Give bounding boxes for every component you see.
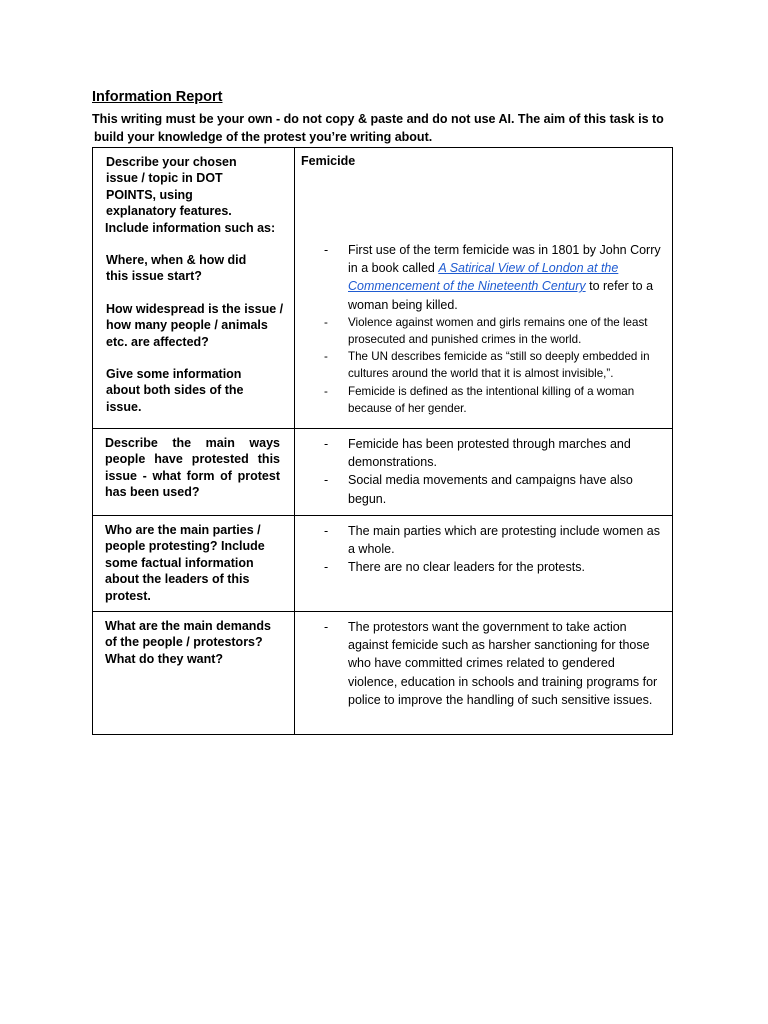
answer-list [301, 241, 662, 417]
prompt-where: Where, when & how did this issue start? [106, 253, 247, 284]
table-row [93, 516, 673, 612]
answer-list [301, 618, 662, 709]
answer-list [301, 435, 662, 508]
list-item [301, 241, 662, 314]
prompt-include: Include information such as: [105, 220, 276, 235]
list-item: - Femicide is defined as the intentional killing of a woman because of her gender. [301, 383, 662, 417]
answer-list [301, 522, 662, 577]
report-table [92, 147, 673, 735]
prompt-cell [93, 612, 295, 735]
prompt-cell [93, 148, 295, 429]
prompt-demands: What are the main demands of the people / protestors? What do they want? [105, 619, 272, 666]
list-item: - The protestors want the government to take action against femicide such as harsher sanctioning for those who have committed crimes related to gendered violence, education in schools and training programs for police to improve the handling of such sensitive issues. [301, 618, 662, 709]
table-row [93, 429, 673, 516]
prompt-protest-ways: Describe the main ways people have protested this issue - what form of protest has been used? [105, 436, 280, 500]
prompt-parties: Who are the main parties / people protesting? Include some factual information about the leaders of this protest. [105, 523, 265, 603]
topic-heading: Femicide [301, 154, 356, 168]
prompt-cell [93, 516, 295, 612]
bullet-text: to refer to a woman being killed. [348, 279, 654, 312]
list-item: - The UN describes femicide as “still so deeply embedded in cultures around the world that it is almost invisible,”. [301, 348, 662, 382]
answer-cell [295, 148, 673, 429]
list-item: - Violence against women and girls remains one of the least prosecuted and punished crimes in the world. [301, 314, 662, 348]
prompt-widespread: How widespread is the issue / how many people / animals etc. are affected? [106, 301, 284, 349]
instructions [92, 110, 692, 146]
prompt-cell [93, 429, 295, 516]
instructions-line-2: build your knowledge of the protest you’re writing about. [94, 130, 433, 144]
answer-cell [295, 516, 673, 612]
list-item: - The main parties which are protesting include women as a whole. [301, 522, 662, 558]
instructions-line-1: This writing must be your own - do not copy & paste and do not use AI. The aim of this task is to [92, 112, 664, 126]
table-row [93, 148, 673, 429]
page-title: Information Report [92, 89, 223, 105]
answer-cell [295, 612, 673, 735]
list-item: - Femicide has been protested through marches and demonstrations. [301, 435, 662, 471]
prompt-describe: Describe your chosen issue / topic in DOT POINTS, using explanatory features. [106, 155, 237, 219]
answer-cell [295, 429, 673, 516]
book-title-link[interactable]: A Satirical View of London at the Commencement of the Nineteenth Century [348, 261, 619, 294]
list-item: - There are no clear leaders for the protests. [301, 558, 662, 576]
table-row [93, 612, 673, 735]
bullet-text: First use of the term femicide was in 1801 by John Corry in a book called [348, 243, 661, 276]
list-item: - Social media movements and campaigns have also begun. [301, 471, 662, 507]
prompt-sides: Give some information about both sides of the issue. [106, 367, 244, 414]
